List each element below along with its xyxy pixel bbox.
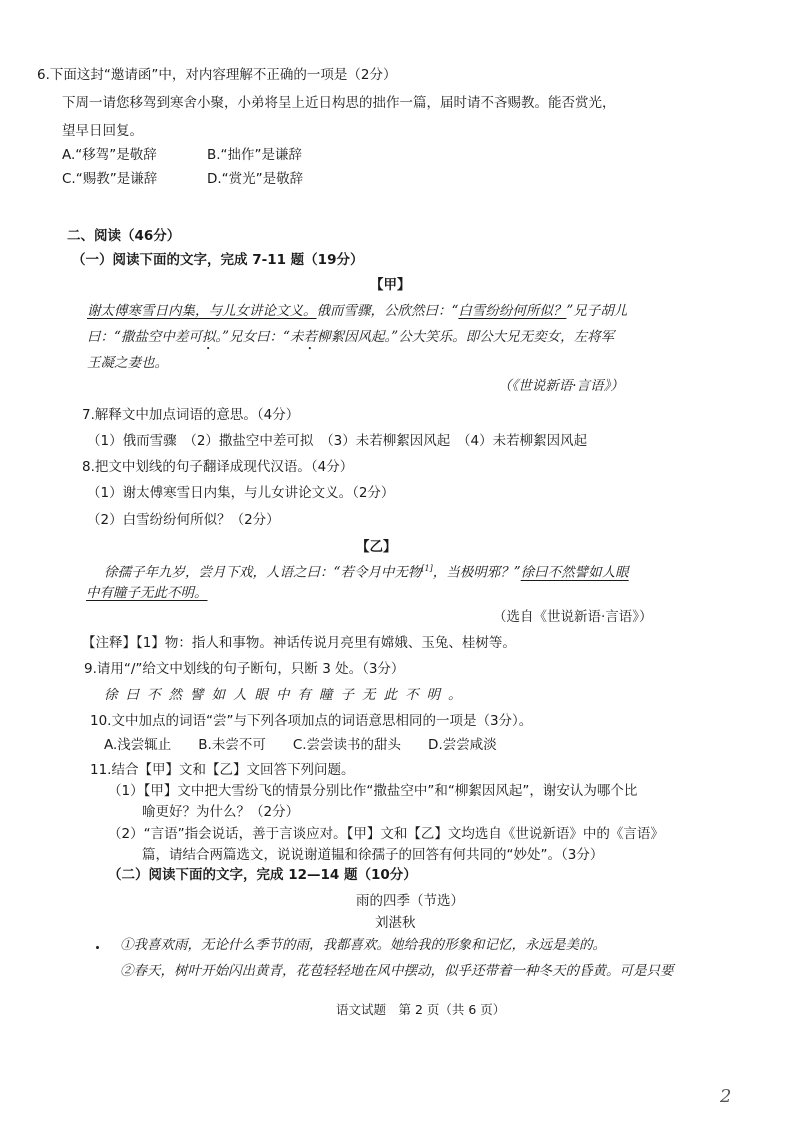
stray-dot xyxy=(96,946,99,949)
q6-option-c: C.“赐教”是谦辞 xyxy=(62,171,158,187)
yi-line1 xyxy=(104,560,629,582)
yi-source: （选自《世说新语·言语》） xyxy=(493,609,653,625)
yi-underlined-sentence: 徐曰不然譬如人眼 xyxy=(520,564,629,581)
q11-stem: 11.结合【甲】文和【乙】文回答下列问题。 xyxy=(90,762,355,778)
q8-stem: 8.把文中划线的句子翻译成现代汉语。（4分） xyxy=(82,459,354,475)
article-author: 刘湛秋 xyxy=(375,915,416,931)
article-paragraph2: ②春天，树叶开始闪出黄青，花苞轻轻地在风中摆动，似乎还带着一种冬天的昏黄。可是只要 xyxy=(120,963,674,979)
q8-item1: （1）谢太傅寒雪日内集，与儿女讲论文义。（2分） xyxy=(87,485,395,501)
q11-item1-line1: （1）【甲】文中把大雪纷飞的情景分别比作“撒盐空中”和“柳絮因风起”，谢安认为哪个比 xyxy=(108,783,638,799)
yi-text: 徐孺子年九岁，尝月下戏，人语之曰：“若令月中无物 xyxy=(104,564,422,581)
jia-underlined-sentence1: 谢太傅寒雪日内集，与儿女讲论文义。 xyxy=(87,303,317,319)
jia-text: 柳絮因风起。”公大笑乐。即公大兄无奕女，左将军 xyxy=(316,329,615,345)
q6-option-b: B.“拙作”是谦辞 xyxy=(207,147,303,163)
jia-line1 xyxy=(87,302,627,320)
jia-text: ”兄子胡儿 xyxy=(566,303,628,319)
part1-heading: （一）阅读下面的文字，完成 7-11 题（19分） xyxy=(72,252,364,268)
corner-page-mark: 2 xyxy=(720,1086,732,1107)
q7-stem: 7.解释文中加点词语的意思。（4分） xyxy=(82,407,300,423)
yi-footnote-mark: [1] xyxy=(421,564,433,573)
yi-label: 【乙】 xyxy=(356,539,397,555)
jia-dotted-word: 拟 xyxy=(201,329,216,345)
q6-option-d: D.“赏光”是敬辞 xyxy=(207,171,304,187)
q10-stem: 10.文中加点的词语“尝”与下列各项加点的词语意思相同的一项是（3分）。 xyxy=(90,713,533,729)
jia-line2 xyxy=(87,328,614,353)
jia-line3: 王凝之妻也。 xyxy=(87,355,168,371)
jia-text: 。”兄女曰：“未 xyxy=(215,329,304,345)
jia-underlined-sentence2: 白雪纷纷何所似？ xyxy=(458,303,567,319)
jia-text: 曰：“撒盐空中差可 xyxy=(87,329,202,345)
q10-options: A.浅尝辄止 B.未尝不可 C.尝尝读书的甜头 D.尝尝咸淡 xyxy=(104,737,497,753)
jia-source: （《世说新语·言语》） xyxy=(498,378,624,394)
yi-line2 xyxy=(86,584,208,602)
q7-items: （1）俄而雪骤 （2）撒盐空中差可拟 （3）未若柳絮因风起 （4）未若柳絮因风起 xyxy=(87,433,588,449)
q6-option-a: A.“移驾”是敬辞 xyxy=(62,147,157,163)
q6-stem: 6.下面这封“邀请函”中，对内容理解不正确的一项是（2分） xyxy=(37,67,397,83)
q6-letter-line1: 下周一请您移驾到寒舍小聚，小弟将呈上近日构思的拙作一篇，届时请不吝赐教。能否赏光， xyxy=(62,95,616,111)
jia-label: 【甲】 xyxy=(370,277,411,293)
q9-stem: 9.请用“/”给文中划线的句子断句，只断 3 处。（3分） xyxy=(84,661,405,677)
q9-sentence: 徐曰不然譬如人眼中有瞳子无此不明。 xyxy=(104,687,470,703)
yi-underlined-sentence: 中有瞳子无此不明。 xyxy=(86,585,208,601)
q6-letter-line2: 望早日回复。 xyxy=(62,123,143,139)
yi-text: ，当极明邪？” xyxy=(432,564,521,581)
article-title: 雨的四季（节选） xyxy=(356,893,464,909)
jia-text: 俄而雪骤，公欣然曰：“ xyxy=(316,303,459,319)
q8-item2: （2）白雪纷纷何所似？（2分） xyxy=(87,512,280,528)
section-heading: 二、阅读（46分） xyxy=(67,228,181,244)
part2-heading: （二）阅读下面的文字，完成 12—14 题（10分） xyxy=(108,867,417,883)
page-footer: 语文试题 第 2 页（共 6 页） xyxy=(336,1002,506,1017)
q11-item2-line2: 篇，请结合两篇选文，说说谢道韫和徐孺子的回答有何共同的“妙处”。（3分） xyxy=(142,847,604,863)
q11-item1-line2: 喻更好？为什么？（2分） xyxy=(142,804,300,820)
article-paragraph1: ①我喜欢雨，无论什么季节的雨，我都喜欢。她给我的形象和记忆，永远是美的。 xyxy=(120,937,606,953)
q11-item2-line1: （2）“言语”指会说话，善于言谈应对。【甲】文和【乙】文均选自《世说新语》中的《言语》 xyxy=(108,826,664,842)
jia-dotted-word: 若 xyxy=(303,329,317,345)
footnote: 【注释】【1】物：指人和事物。神话传说月亮里有嫦娥、玉兔、桂树等。 xyxy=(82,635,516,651)
